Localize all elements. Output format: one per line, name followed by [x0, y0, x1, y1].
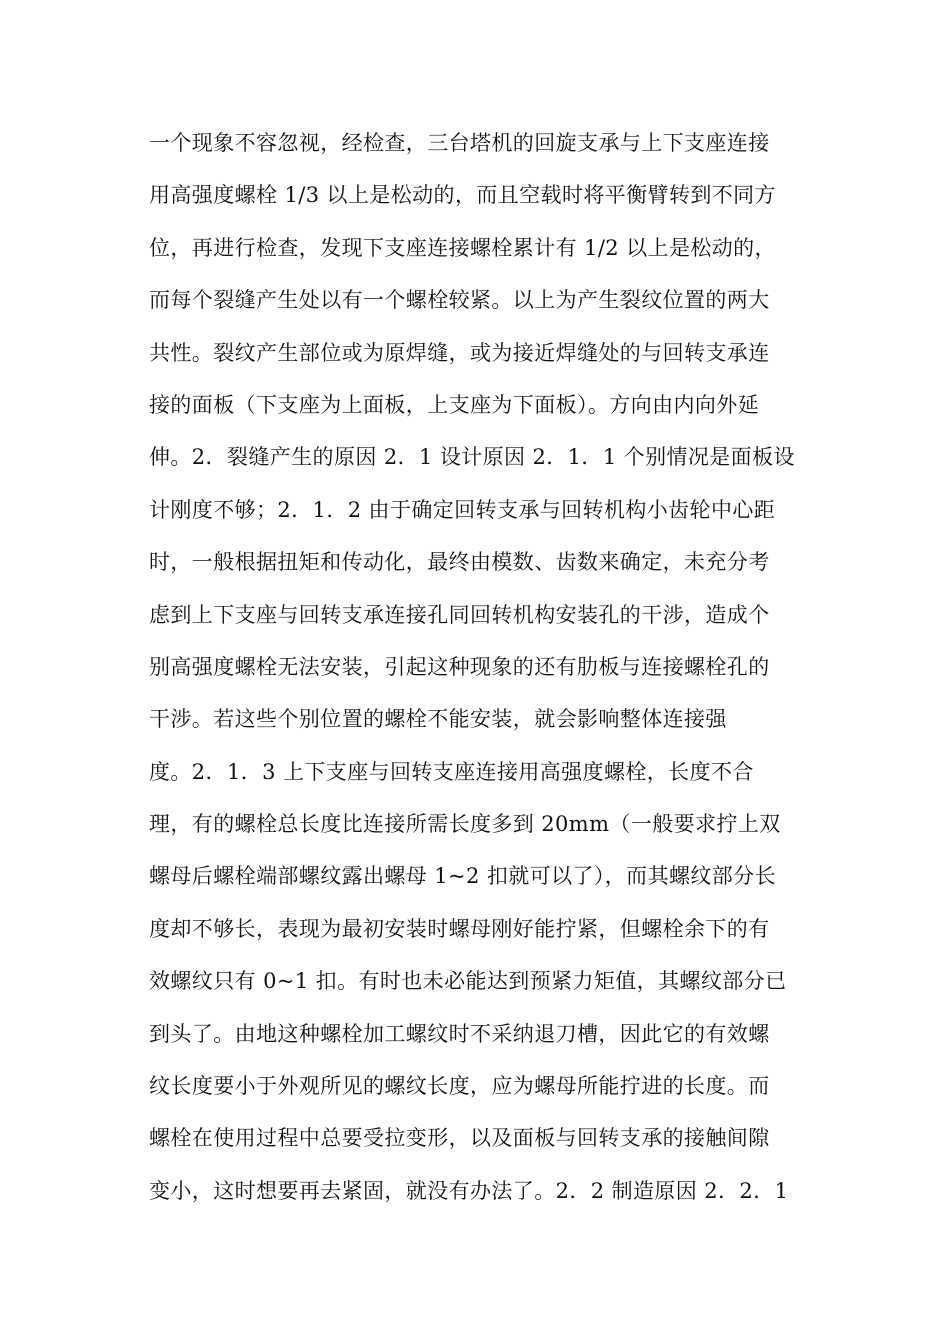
text-line: 虑到上下支座与回转支承连接孔同回转机构安装孔的干涉，造成个 — [149, 602, 770, 627]
text-line: 效螺纹只有 0~1 扣。有时也未必能达到预紧力矩值，其螺纹部分已 — [149, 969, 787, 994]
text-line: 计刚度不够；2．1．2 由于确定回转支承与回转机构小齿轮中心距 — [149, 497, 776, 522]
text-line: 用高强度螺栓 1/3 以上是松动的，而且空载时将平衡臂转到不同方 — [149, 183, 776, 208]
text-line: 螺母后螺栓端部螺纹露出螺母 1~2 扣就可以了），而其螺纹部分长 — [149, 864, 776, 889]
text-line: 别高强度螺栓无法安装，引起这种现象的还有肋板与连接螺栓孔的 — [149, 654, 770, 679]
text-line: 位，再进行检查，发现下支座连接螺栓累计有 1/2 以上是松动的， — [149, 235, 776, 260]
text-line: 伸。2．裂缝产生的原因 2．1 设计原因 2．1．1 个别情况是面板设 — [149, 445, 795, 470]
text-line: 到头了。由地这种螺栓加工螺纹时不采纳退刀槽，因此它的有效螺 — [149, 1021, 770, 1046]
text-line: 度。2．1．3 上下支座与回转支座连接用高强度螺栓，长度不合 — [149, 759, 754, 784]
text-line: 接的面板（下支座为上面板，上支座为下面板）。方向由内向外延 — [149, 392, 760, 417]
text-line: 螺栓在使用过程中总要受拉变形，以及面板与回转支承的接触间隙 — [149, 1126, 770, 1151]
body-text — [149, 117, 809, 1217]
text-line: 而每个裂缝产生处以有一个螺栓较紧。以上为产生裂纹位置的两大 — [149, 288, 770, 313]
text-line: 变小，这时想要再去紧固，就没有办法了。2．2 制造原因 2．2．1 — [149, 1178, 789, 1203]
text-line: 干涉。若这些个别位置的螺栓不能安装，就会影响整体连接强 — [149, 707, 727, 732]
text-line: 纹长度要小于外观所见的螺纹长度，应为螺母所能拧进的长度。而 — [149, 1074, 770, 1099]
text-line: 一个现象不容忽视，经检查，三台塔机的回旋支承与上下支座连接 — [149, 131, 770, 155]
text-line: 度却不够长，表现为最初安装时螺母刚好能拧紧，但螺栓余下的有 — [149, 916, 770, 941]
text-line: 共性。裂纹产生部位或为原焊缝，或为接近焊缝处的与回转支承连 — [149, 340, 770, 365]
text-line: 时，一般根据扭矩和传动化，最终由模数、齿数来确定，未充分考 — [149, 550, 770, 575]
text-line: 理，有的螺栓总长度比连接所需长度多到 20mm（一般要求拧上双 — [149, 812, 781, 837]
